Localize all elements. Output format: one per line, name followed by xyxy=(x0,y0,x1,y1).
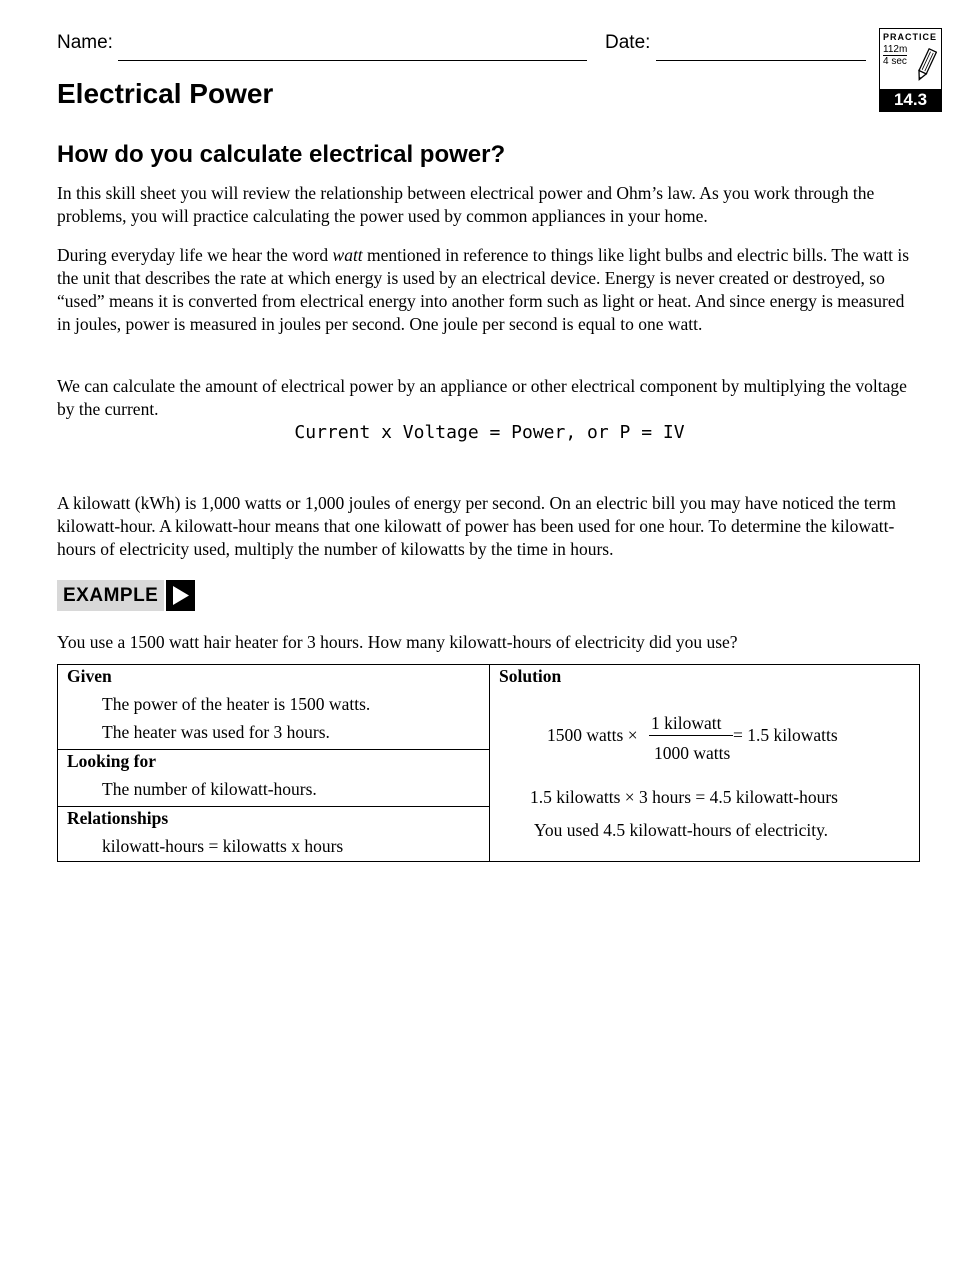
practice-badge xyxy=(879,28,942,112)
badge-title: PRACTICE xyxy=(883,32,938,42)
calc-paragraph: We can calculate the amount of electrical power by an appliance or other electrical component by multiplying the voltage by the current. xyxy=(57,376,907,419)
name-label: Name: xyxy=(57,32,113,53)
play-arrow-icon xyxy=(166,580,195,611)
badge-fraction-top: 112m xyxy=(883,44,908,55)
solution-lhs: 1500 watts × xyxy=(547,725,638,745)
name-line[interactable] xyxy=(118,60,587,61)
example-problem: You use a 1500 watt hair heater for 3 hours. How many kilowatt-hours of electricity did you use? xyxy=(57,632,738,652)
solution-result: = 1.5 kilowatts xyxy=(733,725,838,745)
given-heading: Given xyxy=(67,666,112,686)
watt-paragraph-start: During everyday life we hear the word xyxy=(57,245,333,265)
kilowatt-paragraph: A kilowatt (kWh) is 1,000 watts or 1,000 joules of energy per second. On an electric bill you may have noticed the term kilowatt-hour. A kilowatt-hour means that one kilowatt of power has been used for one hour. To determine the kilowatt-hours of electricity used, multiply the number of kilowatts by the time in hours. xyxy=(57,493,896,559)
watt-paragraph-rest: mentioned in reference to things like light bulbs and electric bills. The watt is the unit that describes the rate at which energy is used by an electrical device. Energy is never created or destroyed, so “used” means it is converted from electrical energy into another form such as light or heat. And since energy is measured in joules, power is measured in joules per second. One joule per second is equal to one watt. xyxy=(57,245,910,334)
given-line-2: The heater was used for 3 hours. xyxy=(102,722,330,742)
table-left-column xyxy=(58,665,490,861)
looking-for-cell xyxy=(58,750,489,806)
relationships-cell xyxy=(58,807,489,861)
looking-for-heading: Looking for xyxy=(67,751,156,771)
watt-term: watt xyxy=(332,245,363,265)
solution-cell xyxy=(490,665,920,861)
example-banner xyxy=(57,580,195,611)
date-line[interactable] xyxy=(656,60,866,61)
looking-for-line: The number of kilowatt-hours. xyxy=(102,779,317,799)
watt-paragraph xyxy=(57,244,922,336)
solution-numerator: 1 kilowatt xyxy=(651,713,722,733)
solution-answer: You used 4.5 kilowatt-hours of electricity. xyxy=(534,820,829,840)
badge-fraction xyxy=(883,44,907,67)
header-row xyxy=(57,30,877,64)
pencil-icon xyxy=(915,47,937,83)
date-label: Date: xyxy=(605,32,651,53)
relationships-heading: Relationships xyxy=(67,808,169,828)
intro-paragraph: In this skill sheet you will review the relationship between electrical power and Ohm’s law. As you work through the problems, you will practice calculating the power used by common appliances in your home. xyxy=(57,183,875,226)
page-title: Electrical Power xyxy=(57,78,274,109)
relationships-line: kilowatt-hours = kilowatts x hours xyxy=(102,836,344,856)
given-cell xyxy=(58,665,489,749)
example-table xyxy=(57,664,920,862)
section-heading: How do you calculate electrical power? xyxy=(57,141,506,168)
power-formula: Current x Voltage = Power, or P = IV xyxy=(294,422,685,443)
solution-heading: Solution xyxy=(499,666,562,686)
example-label: EXAMPLE xyxy=(57,580,164,611)
fraction-bar xyxy=(649,735,733,736)
badge-number: 14.3 xyxy=(880,89,941,111)
solution-denominator: 1000 watts xyxy=(654,743,731,763)
given-line-1: The power of the heater is 1500 watts. xyxy=(102,694,371,714)
badge-fraction-bottom: 4 sec xyxy=(883,56,907,67)
solution-step-2: 1.5 kilowatts × 3 hours = 4.5 kilowatt-hours xyxy=(530,787,838,807)
